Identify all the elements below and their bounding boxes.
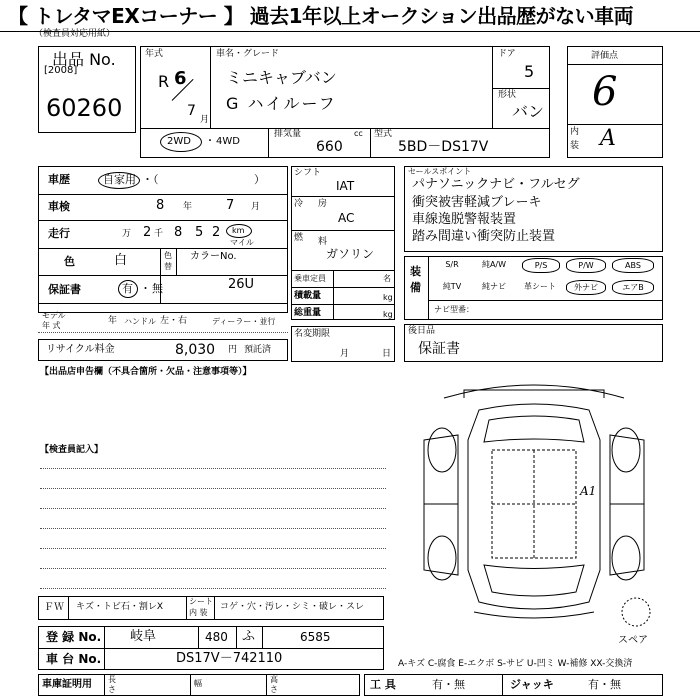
change-row-lr: 左・右 [160,316,188,326]
warranty-sep: ・ [140,282,151,295]
drive-2wd: 2WD [167,136,191,147]
gross-label: 総重量 [294,308,322,318]
fw-label: ＦＷ [44,602,64,613]
capacity-unit: 名 [383,274,391,283]
warranty-yes: 有 [122,282,133,295]
mileage-km: km [232,226,245,235]
registration-label: 登 録 No. [46,630,102,644]
displacement-label: 排気量 [274,129,302,139]
sales-point-line: パナソニックナビ・フルセグ [412,177,580,192]
doors-label: ドア [498,49,516,59]
vehicle-name: ミニキャブバン [226,68,337,87]
shift-label: シフト [294,168,322,178]
equip-abs: ABS [612,258,654,273]
history-label: 車歴 [48,173,70,186]
load-label: 積載量 [294,291,322,301]
change-row-dealer: ディーラー・並行 [212,317,276,326]
mileage-d3: 5 [195,225,204,240]
doors-value: 5 [524,62,535,81]
inspection-year-unit: 年 [183,202,193,212]
vehicle-grade: G ハイルーフ [226,94,337,113]
change-row-l1: モデル [42,311,66,320]
month-unit: 月 [200,115,210,125]
lot-number: 60260 [46,94,123,122]
mileage-d2: 8 [174,225,183,240]
recycle-unit: 円 [228,345,238,355]
cert-length-2: さ [108,685,116,694]
aircon-value: AC [338,211,355,225]
color-code: 26U [228,277,255,292]
equip-power-steering: P/S [522,258,560,273]
year-text: 6 [174,68,187,89]
aircon-label-1: 冷 [294,199,304,209]
registration-kana: ふ [242,629,256,644]
inspection-year: 8 [156,198,165,213]
mileage-d1: 2 [143,225,152,240]
mileage-sen: 千 [154,229,164,239]
inspector-label: 【検査員記入】 [40,445,104,455]
color-swap-2: 替 [164,262,172,271]
body-type-label: 形状 [498,90,517,100]
sales-points-label: セールスポイント [408,167,472,176]
equip-ext-navi: 外ナビ [566,280,606,295]
name-change-day: 日 [382,349,392,359]
color-label: 色 [64,255,75,268]
name-change-label: 名変期限 [294,329,331,339]
cert-length-1: 長 [108,675,116,684]
mileage-mile: マイル [230,238,254,247]
sheet-subtitle: （検査員対応用紙） [34,29,116,39]
month-text: 7 [187,103,196,119]
drive-sep: ・ [205,136,215,147]
change-row-year: 年 [108,316,118,326]
drive-4wd: 4WD [216,136,240,147]
color-swap-1: 色 [164,251,172,260]
front-bumper [464,390,604,398]
lot-year-stamp: [2008] [44,65,78,76]
mileage-man: 万 [122,229,132,239]
tools-label: 工 具 [370,678,396,691]
era-text: R [158,72,170,91]
aftermarket-label: 後日品 [408,326,436,336]
interior-value: A [600,126,616,151]
left-side [424,435,458,575]
registration-class: 480 [205,630,228,644]
body-type-value: バン [512,102,545,121]
header-title: 【 トレタマEXコーナー 】 過去1年以上オークション出品歴がない車両 [8,4,634,28]
model-year-label: 年式 [145,49,164,59]
equip-alloy: 純A/W [481,260,507,269]
color-value: 白 [114,253,128,268]
registration-pref: 岐阜 [130,629,157,644]
gross-unit: kg [383,310,393,319]
warranty-label: 保証書 [48,283,81,296]
registration-number: 6585 [300,630,331,644]
damage-mark: A1 [580,484,597,498]
wheel-rl [428,536,456,580]
wheel-rr [612,536,640,580]
mileage-d4: 2 [212,225,221,240]
jack-label: ジャッキ [510,678,554,691]
load-unit: kg [383,293,393,302]
shift-value: IAT [336,179,355,193]
wheel-fl [428,428,456,472]
change-row-l2: 年 式 [42,321,61,330]
interior-label-2: 装 [570,141,580,151]
displacement-unit: cc [354,129,363,138]
equipment-label-1: 装 [410,265,421,278]
equip-sunroof: S/R [445,260,459,269]
fuel-label-1: 燃 [294,233,304,243]
history-option: 自家用 [103,173,136,186]
windshield-bottom [484,565,584,596]
equip-navi: 純ナビ [482,282,506,291]
name-change-month: 月 [340,349,350,359]
displacement-value: 660 [316,139,343,155]
history-close: ） [254,173,265,186]
cert-label: 車庫証明用 [42,679,92,690]
cert-height-1: 高 [270,675,278,684]
model-code-value: 5BD－DS17V [398,139,489,155]
equipment-label-2: 備 [410,281,421,294]
declaration-label: 【出品店申告欄（不具合箇所・欠品・注意事項等）】 [40,367,252,377]
equip-leather: 革シート [524,282,556,291]
recycle-label: リサイクル料金 [46,344,115,355]
sales-point-line: 車線逸脱警報装置 [412,212,517,227]
history-rest: ・（ [142,173,159,186]
navi-model-label: ナビ型番： [434,305,474,314]
roof-arc [444,385,624,398]
warranty-no: 無 [152,282,163,295]
interior-label-1: 内 [570,127,580,137]
fw-text: キズ・トビ石・割レX [76,602,163,612]
mileage-label: 走行 [48,227,70,240]
tools-value: 有・無 [432,678,465,691]
spare-label: スペア [618,635,648,646]
recycle-note: 預託済 [244,345,272,355]
chassis-value: DS17V－742110 [176,651,283,666]
sales-point-line: 衝突被害軽減ブレーキ [412,195,542,210]
chassis-label: 車 台 No. [46,652,102,666]
equip-power-window: P/W [566,258,606,273]
windshield-top [484,416,584,442]
sales-point-line: 踏み間違い衝突防止装置 [412,229,556,244]
capacity-label: 乗車定員 [294,274,326,283]
car-diagram [404,380,664,630]
right-side [610,435,644,575]
cert-height-2: さ [270,685,278,694]
inspection-month-unit: 月 [251,202,261,212]
aftermarket-value: 保証書 [418,341,460,357]
aircon-label-2: 房 [318,199,328,209]
cert-width: 幅 [194,679,202,688]
fuel-label-2: 料 [318,237,328,247]
recycle-value: 8,030 [175,342,216,358]
grade-score-value: 6 [592,69,618,115]
lot-label: 出品 No. [52,50,116,69]
fuel-value: ガソリン [326,247,375,261]
jack-value: 有・無 [588,678,621,691]
spare-wheel [622,598,650,626]
damage-codes-legend: A-キズ C-腐食 E-エクボ S-サビ U-凹ミ W-補修 XX-交換済 [398,659,633,669]
vehicle-name-label: 車名・グレード [216,49,280,59]
seat-label-1: シート [189,597,213,606]
color-code-label: カラーNo. [190,251,237,262]
seat-label-2: 内 装 [189,608,208,617]
wheel-fr [612,428,640,472]
equip-airbag: エアB [612,280,654,295]
grade-score-label: 評価点 [591,51,619,61]
change-row-handle: ハンドル [124,317,156,326]
model-code-label: 型式 [374,129,393,139]
rear-bumper [474,612,594,618]
inspection-month: 7 [226,198,235,213]
inspection-label: 車検 [48,200,70,213]
equip-tv: 純TV [442,282,462,291]
seat-text: コゲ・穴・汚レ・シミ・破レ・スレ [220,602,365,612]
